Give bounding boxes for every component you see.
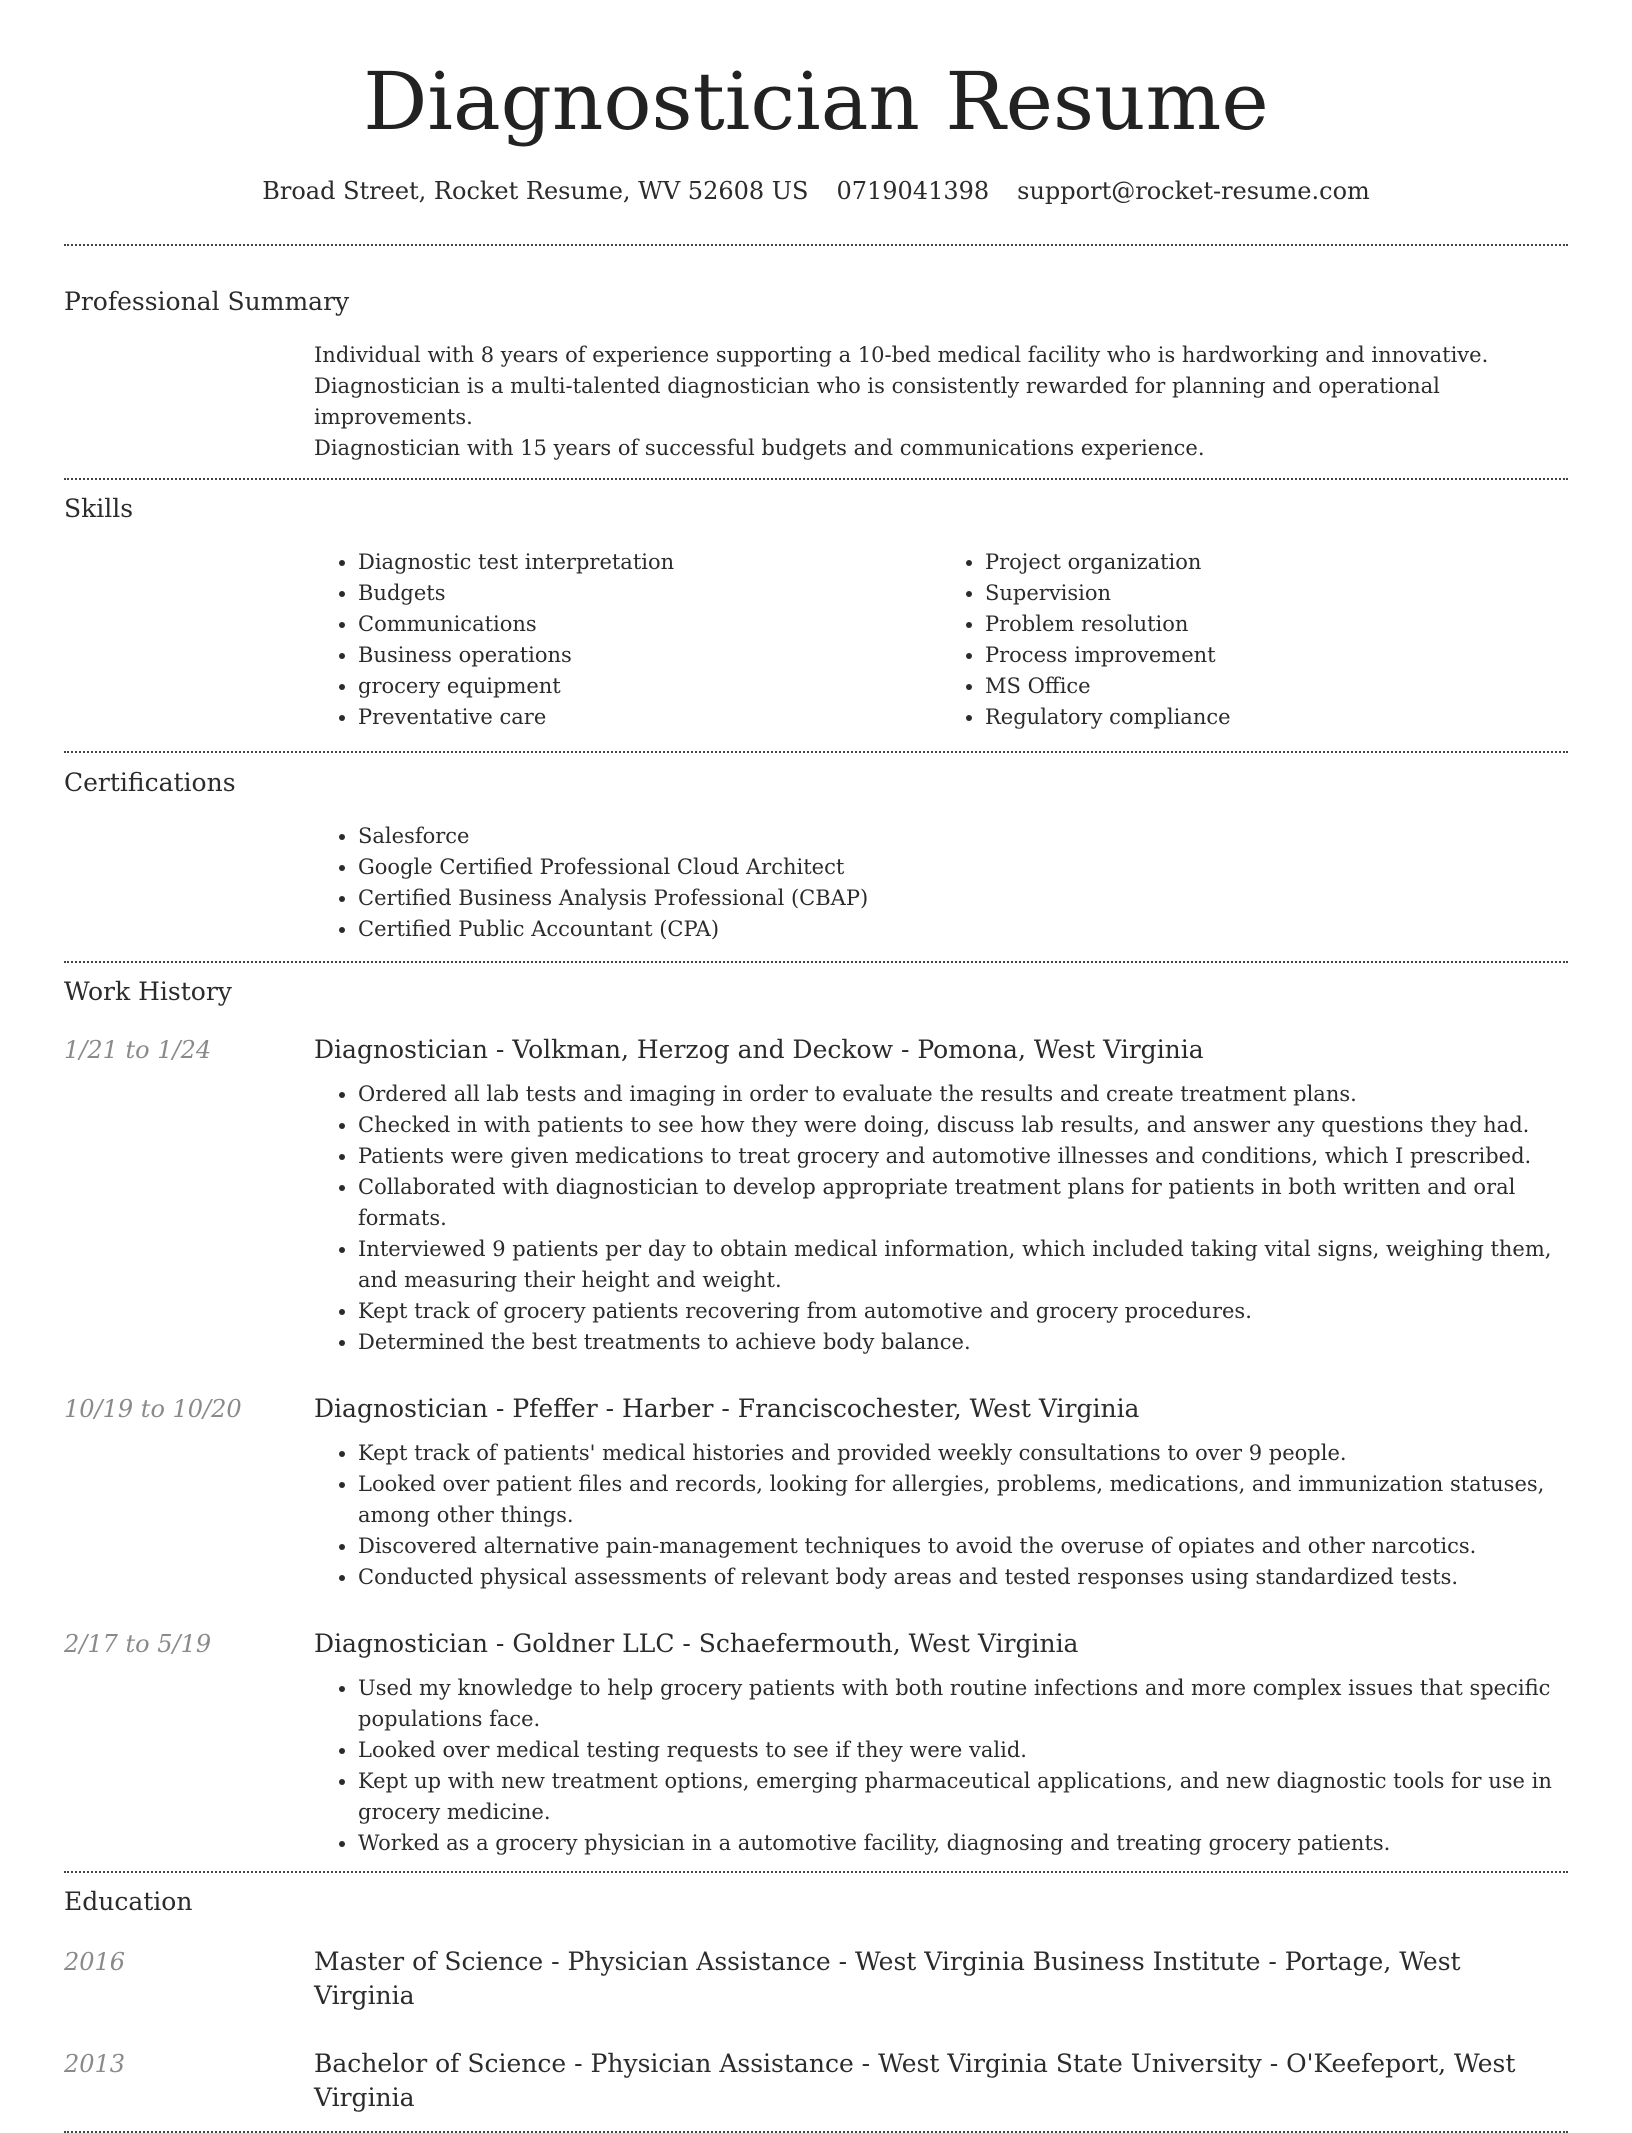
summary-line: Individual with 8 years of experience supporting a 10-bed medical facility who is hardworking and innovative. — [314, 343, 1489, 367]
education-year: 2016 — [64, 1948, 126, 1976]
list-item: • Kept track of grocery patients recovering from automotive and grocery procedures. — [358, 1296, 1568, 1327]
job-body — [314, 1627, 1568, 1859]
section-title-summary: Professional Summary — [64, 287, 350, 316]
list-item: • Process improvement — [985, 640, 1568, 671]
list-item: • Communications — [358, 609, 941, 640]
job-dates: 1/21 to 1/24 — [64, 1036, 212, 1064]
list-item: • Conducted physical assessments of relevant body areas and tested responses using standardized tests. — [358, 1562, 1568, 1593]
divider — [64, 244, 1568, 246]
list-item: • Interviewed 9 patients per day to obtain medical information, which included taking vital signs, weighing them, and measuring their height and weight. — [358, 1234, 1568, 1296]
list-item: • Google Certified Professional Cloud Architect — [358, 852, 1568, 883]
contact-address: Broad Street, Rocket Resume, WV 52608 US — [262, 177, 809, 205]
contact-line — [64, 174, 1568, 208]
education-entry — [64, 1945, 1568, 2013]
list-item: • Determined the best treatments to achieve body balance. — [358, 1327, 1568, 1358]
list-item: • Project organization — [985, 547, 1568, 578]
list-item: • Discovered alternative pain-management techniques to avoid the overuse of opiates and other narcotics. — [358, 1531, 1568, 1562]
section-title-skills: Skills — [64, 494, 134, 523]
summary-line: Diagnostician is a multi-talented diagnostician who is consistently rewarded for planning and operational improvements. — [314, 374, 1440, 429]
page-title: Diagnostician Resume — [363, 55, 1269, 148]
list-item: • Kept up with new treatment options, emerging pharmaceutical applications, and new diagnostic tools for use in grocery medicine. — [358, 1766, 1568, 1828]
certifications-list — [314, 821, 1568, 945]
divider — [64, 751, 1568, 753]
section-title-education: Education — [64, 1887, 193, 1916]
list-item: • Preventative care — [358, 702, 941, 733]
list-item: • MS Office — [985, 671, 1568, 702]
list-item: • Used my knowledge to help grocery patients with both routine infections and more complex issues that specific populations face. — [358, 1673, 1568, 1735]
education-entry — [64, 2047, 1568, 2115]
list-item: • Worked as a grocery physician in a automotive facility, diagnosing and treating grocery patients. — [358, 1828, 1568, 1859]
list-item: • Regulatory compliance — [985, 702, 1568, 733]
list-item: • Looked over medical testing requests to see if they were valid. — [358, 1735, 1568, 1766]
education-degree: Bachelor of Science - Physician Assistance - West Virginia State University - O'Keefeport, West Virginia — [314, 2049, 1516, 2112]
job-entry — [64, 1627, 1568, 1859]
skills-column-right — [941, 547, 1568, 733]
list-item: • Supervision — [985, 578, 1568, 609]
list-item: • Diagnostic test interpretation — [358, 547, 941, 578]
certifications-section — [64, 766, 1568, 945]
job-body — [314, 1033, 1568, 1358]
job-bullets — [314, 1079, 1568, 1358]
job-dates: 10/19 to 10/20 — [64, 1395, 242, 1423]
divider — [64, 961, 1568, 963]
list-item: • Certified Public Accountant (CPA) — [358, 914, 1568, 945]
list-item: • Collaborated with diagnostician to develop appropriate treatment plans for patients in both written and oral formats. — [358, 1172, 1568, 1234]
job-dates: 2/17 to 5/19 — [64, 1630, 212, 1658]
list-item: • Patients were given medications to treat grocery and automotive illnesses and conditions, which I prescribed. — [358, 1141, 1568, 1172]
summary-section — [64, 285, 1568, 464]
job-bullets — [314, 1438, 1568, 1593]
job-entry — [64, 1392, 1568, 1593]
skills-section — [64, 492, 1568, 733]
section-title-certifications: Certifications — [64, 768, 236, 797]
list-item: • grocery equipment — [358, 671, 941, 702]
certifications-items — [314, 821, 1568, 945]
skills-column-left — [314, 547, 941, 733]
list-item: • Budgets — [358, 578, 941, 609]
summary-text — [314, 340, 1568, 464]
job-body — [314, 1392, 1568, 1593]
list-item: • Kept track of patients' medical histories and provided weekly consultations to over 9 people. — [358, 1438, 1568, 1469]
job-heading: Diagnostician - Goldner LLC - Schaefermouth, West Virginia — [314, 1629, 1079, 1658]
summary-line: Diagnostician with 15 years of successful budgets and communications experience. — [314, 436, 1205, 460]
list-item: • Salesforce — [358, 821, 1568, 852]
skills-list — [314, 547, 1568, 733]
section-title-work: Work History — [64, 977, 232, 1006]
contact-phone: 0719041398 — [836, 177, 990, 205]
list-item: • Checked in with patients to see how they were doing, discuss lab results, and answer any questions they had. — [358, 1110, 1568, 1141]
education-year: 2013 — [64, 2050, 126, 2078]
list-item: • Looked over patient files and records, looking for allergies, problems, medications, and immunization statuses, among other things. — [358, 1469, 1568, 1531]
list-item: • Business operations — [358, 640, 941, 671]
list-item: • Problem resolution — [985, 609, 1568, 640]
job-heading: Diagnostician - Pfeffer - Harber - Franciscochester, West Virginia — [314, 1394, 1140, 1423]
education-degree: Master of Science - Physician Assistance - West Virginia Business Institute - Portage, West Virginia — [314, 1947, 1461, 2010]
job-entry — [64, 1033, 1568, 1358]
divider — [64, 1871, 1568, 1873]
education-section — [64, 1885, 1568, 2115]
job-bullets — [314, 1673, 1568, 1859]
job-heading: Diagnostician - Volkman, Herzog and Deckow - Pomona, West Virginia — [314, 1035, 1204, 1064]
list-item: • Ordered all lab tests and imaging in order to evaluate the results and create treatment plans. — [358, 1079, 1568, 1110]
divider — [64, 478, 1568, 480]
work-section — [64, 975, 1568, 1859]
list-item: • Certified Business Analysis Professional (CBAP) — [358, 883, 1568, 914]
contact-email: support@rocket-resume.com — [1017, 177, 1370, 205]
